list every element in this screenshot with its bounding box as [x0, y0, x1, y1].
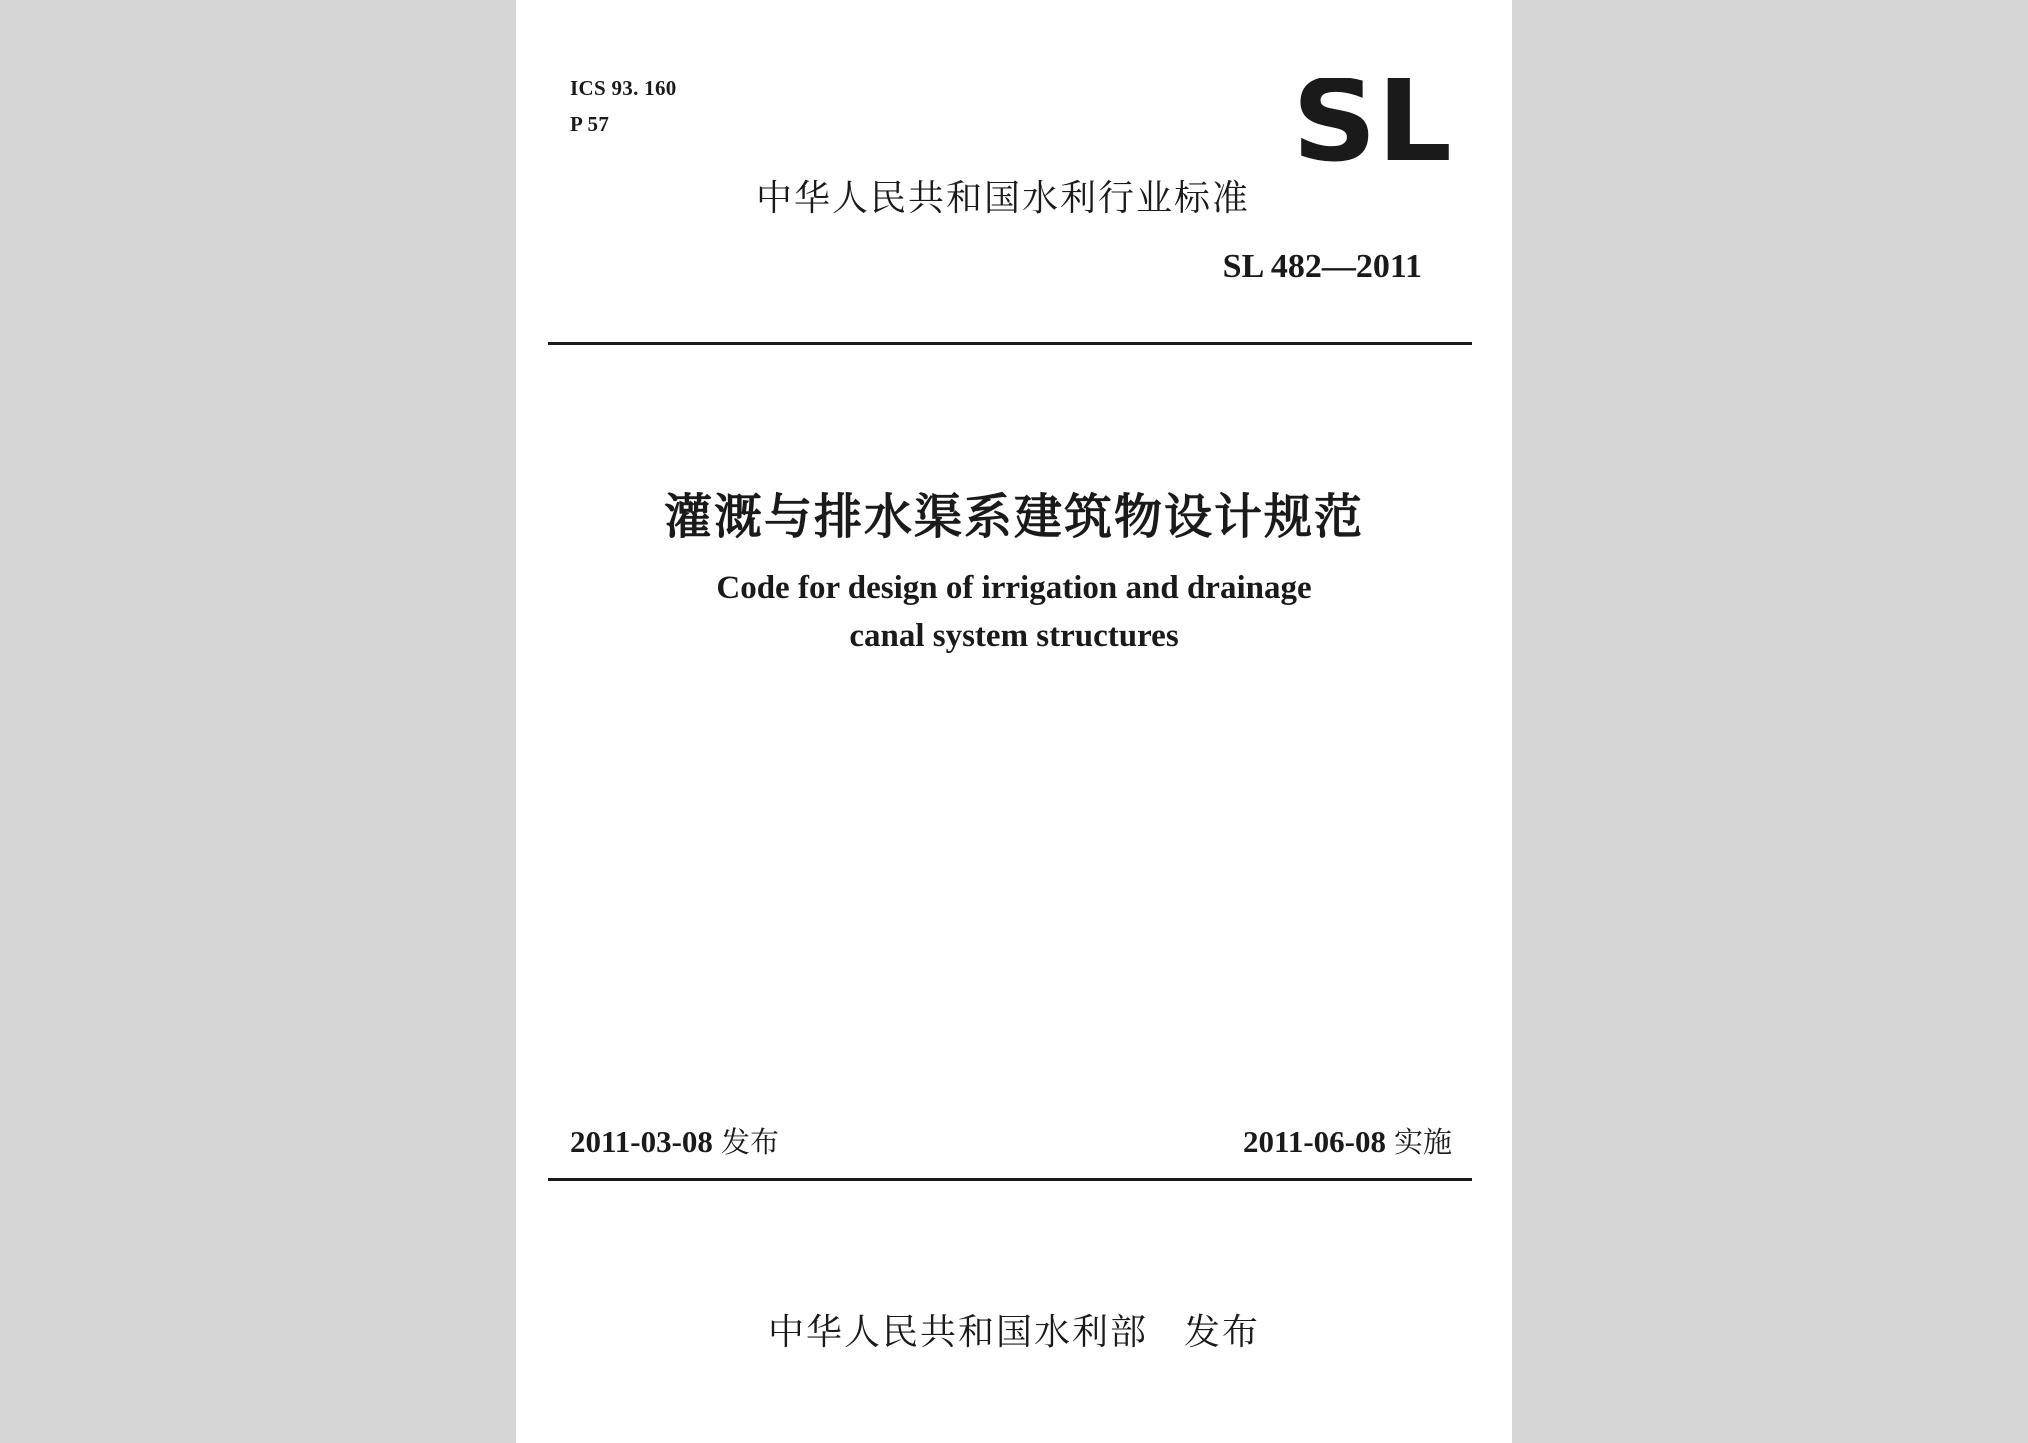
issued-date-row [570, 1120, 779, 1161]
effective-date-row [1243, 1120, 1452, 1161]
document-page [516, 0, 1512, 1443]
sl-logo [1292, 78, 1454, 166]
ics-code: ICS 93. 160 [570, 76, 677, 100]
bottom-divider [548, 1178, 1472, 1181]
p-code: P 57 [570, 112, 610, 136]
top-divider [548, 342, 1472, 345]
industry-standard-title: 中华人民共和国水利行业标准 [756, 178, 1251, 219]
publish-label: 发布 [1184, 1312, 1261, 1353]
publisher-name: 中华人民共和国水利部 [767, 1312, 1148, 1353]
issued-label: 发布 [720, 1125, 779, 1159]
issued-date: 2011-03-08 [570, 1124, 713, 1159]
effective-label: 实施 [1393, 1125, 1452, 1159]
chinese-title: 灌溉与排水渠系建筑物设计规范 [663, 489, 1364, 545]
sl-logo-text: SL [1292, 78, 1452, 166]
standard-number: SL 482—2011 [1222, 248, 1422, 285]
effective-date: 2011-06-08 [1243, 1124, 1386, 1159]
english-title-line-2: canal system structures [849, 618, 1179, 654]
publisher-line [516, 1304, 1512, 1355]
english-title-line-1: Code for design of irrigation and drainage [716, 570, 1312, 606]
